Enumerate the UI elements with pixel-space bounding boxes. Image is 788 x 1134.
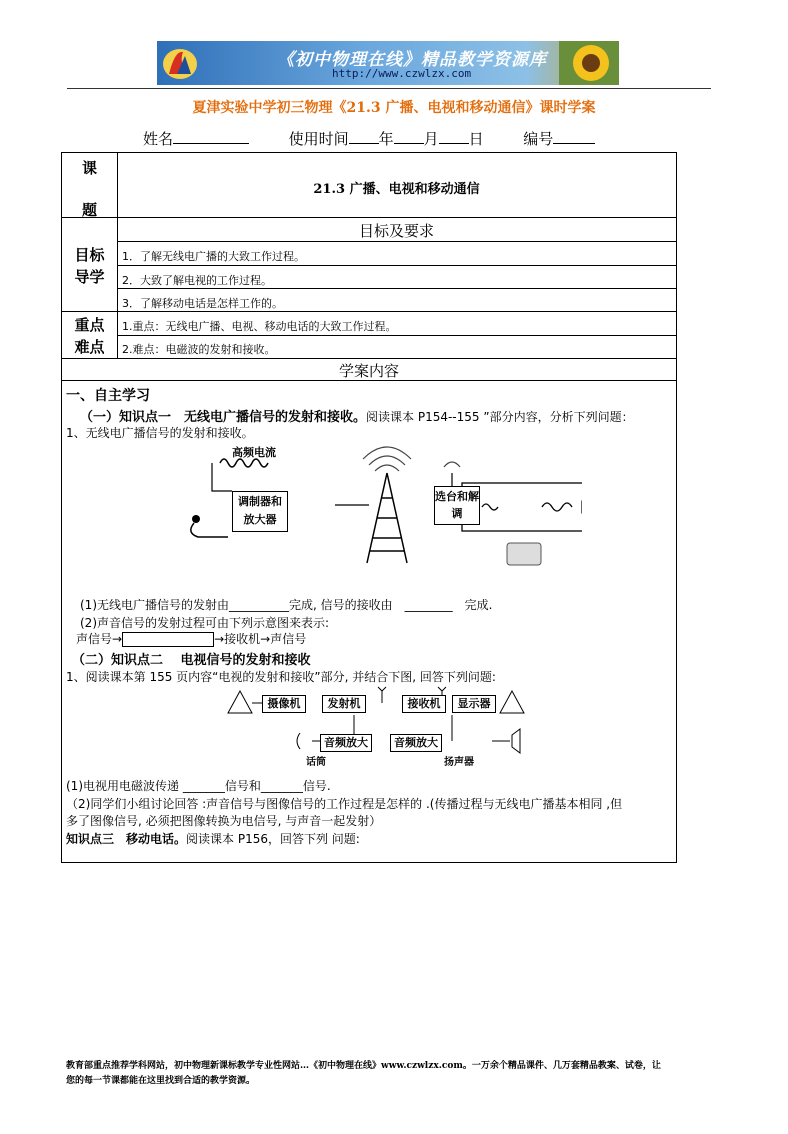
transmitter-box: 发射机 — [322, 695, 366, 713]
high-freq-current-label: 高频电流 — [232, 446, 276, 459]
kp3-reading: 阅读课本 P156，回答下列 问题: — [186, 832, 360, 846]
page-footer — [66, 1059, 726, 1089]
name-label: 姓名 — [143, 130, 174, 148]
student-info-line — [143, 128, 595, 149]
topic-label-bottom: 题 — [81, 201, 97, 219]
camera-box: 摄像机 — [262, 695, 306, 713]
header-banner — [157, 41, 619, 85]
year-field[interactable] — [349, 129, 379, 144]
speaker-label: 扬声器 — [444, 757, 474, 768]
flow-end: →接收机→声信号 — [214, 632, 307, 646]
year-label: 年 — [378, 130, 394, 148]
kp2-fill-2b: 多了图像信号, 必须把图像转换为电信号, 与声音一起发射） — [66, 814, 382, 828]
goal-item: 3．了解移动电话是怎样工作的。 — [122, 297, 283, 310]
day-field[interactable] — [439, 129, 469, 144]
modulator-box: 调制器和放大器 — [232, 491, 288, 532]
display-box: 显示器 — [452, 695, 496, 713]
kp1-question: 1、无线电广播信号的发射和接收。 — [66, 426, 254, 440]
kp1-fill-1: (1)无线电广播信号的发射由__________完成, 信号的接收由 ________ 完成. — [80, 598, 493, 612]
kp2-fill-1: (1)电视用电磁波传递 _______信号和_______信号. — [66, 779, 331, 793]
goal-item: 1．了解无线电广播的大致工作过程。 — [122, 250, 305, 263]
banner-title: 《初中物理在线》精品教学资源库 — [277, 50, 547, 70]
month-field[interactable] — [394, 129, 424, 144]
keys-label-bottom: 难点 — [74, 338, 105, 356]
time-label: 使用时间 — [288, 130, 349, 148]
header-rule — [67, 88, 711, 89]
name-field[interactable] — [173, 129, 249, 144]
goals-header: 目标及要求 — [358, 222, 434, 240]
goals-label-top: 目标 — [74, 246, 105, 264]
kp3-title: 知识点三 移动电话。 — [66, 832, 187, 846]
tuner-demodulator-box: 选台和解调 — [434, 486, 480, 525]
day-label: 日 — [468, 130, 484, 148]
site-logo-icon — [161, 44, 199, 82]
kp1-reading: 阅读课本 P154--155 ”部分内容，分析下列问题： — [366, 410, 634, 424]
kp2-title: （二）知识点二 电视信号的发射和接收 — [72, 653, 311, 668]
number-label: 编号 — [523, 130, 554, 148]
goals-label-bottom: 导学 — [74, 268, 105, 286]
flow-diagram: 声信号→ →接收机→声信号 — [76, 632, 307, 646]
microphone-label: 话筒 — [306, 757, 326, 768]
document-title: 夏津实验中学初三物理《21.3 广播、电视和移动通信》课时学案 — [192, 100, 596, 116]
month-label: 月 — [423, 130, 439, 148]
flow-start: 声信号 — [76, 632, 113, 646]
kp3-line — [66, 830, 360, 847]
flow-blank-box[interactable] — [122, 632, 214, 647]
audio-amp-box: 音频放大 — [320, 734, 372, 752]
footer-line: 教育部重点推荐学科网站，初中物理新课标教学专业性网站…《初中物理在线》www.czwlzx.com。一万余个精品课件、几万套精品教案、试卷，让 — [66, 1061, 661, 1071]
lesson-table — [61, 152, 677, 863]
goal-item: 2．大致了解电视的工作过程。 — [122, 274, 272, 287]
footer-line: 您的每一节课都能在这里找到合适的教学资源。 — [66, 1076, 256, 1086]
key-item: 1.重点：无线电广播、电视、移动电话的大致工作过程。 — [122, 320, 397, 333]
keys-label-top: 重点 — [74, 316, 105, 334]
kp2-fill-2a: （2)同学们小组讨论回答 :声音信号与图像信号的工作过程是怎样的 .(传播过程与无线电广播基本相同 ,但 — [66, 797, 623, 811]
number-field[interactable] — [553, 129, 595, 144]
kp1-fill-2: (2)声音信号的发射过程可由下列示意图来表示: — [80, 616, 330, 630]
topic-label-top: 课 — [81, 159, 97, 177]
kp1-title: （一）知识点一 无线电广播信号的发射和接收。 — [80, 410, 367, 425]
key-item: 2.难点：电磁波的发射和接收。 — [122, 343, 276, 356]
section-self-study: 一、自主学习 — [66, 388, 150, 404]
banner-url[interactable]: http://www.czwlzx.com — [332, 67, 472, 80]
content-header: 学案内容 — [338, 362, 399, 380]
sunflower-icon — [559, 41, 619, 85]
topic-value: 21.3 广播、电视和移动通信 — [313, 182, 480, 197]
receiver-box: 接收机 — [402, 695, 446, 713]
audio-amp-box: 音频放大 — [390, 734, 442, 752]
kp2-question: 1、阅读课本第 155 页内容“电视的发射和接收”部分, 并结合下图, 回答下列问题: — [66, 670, 496, 684]
